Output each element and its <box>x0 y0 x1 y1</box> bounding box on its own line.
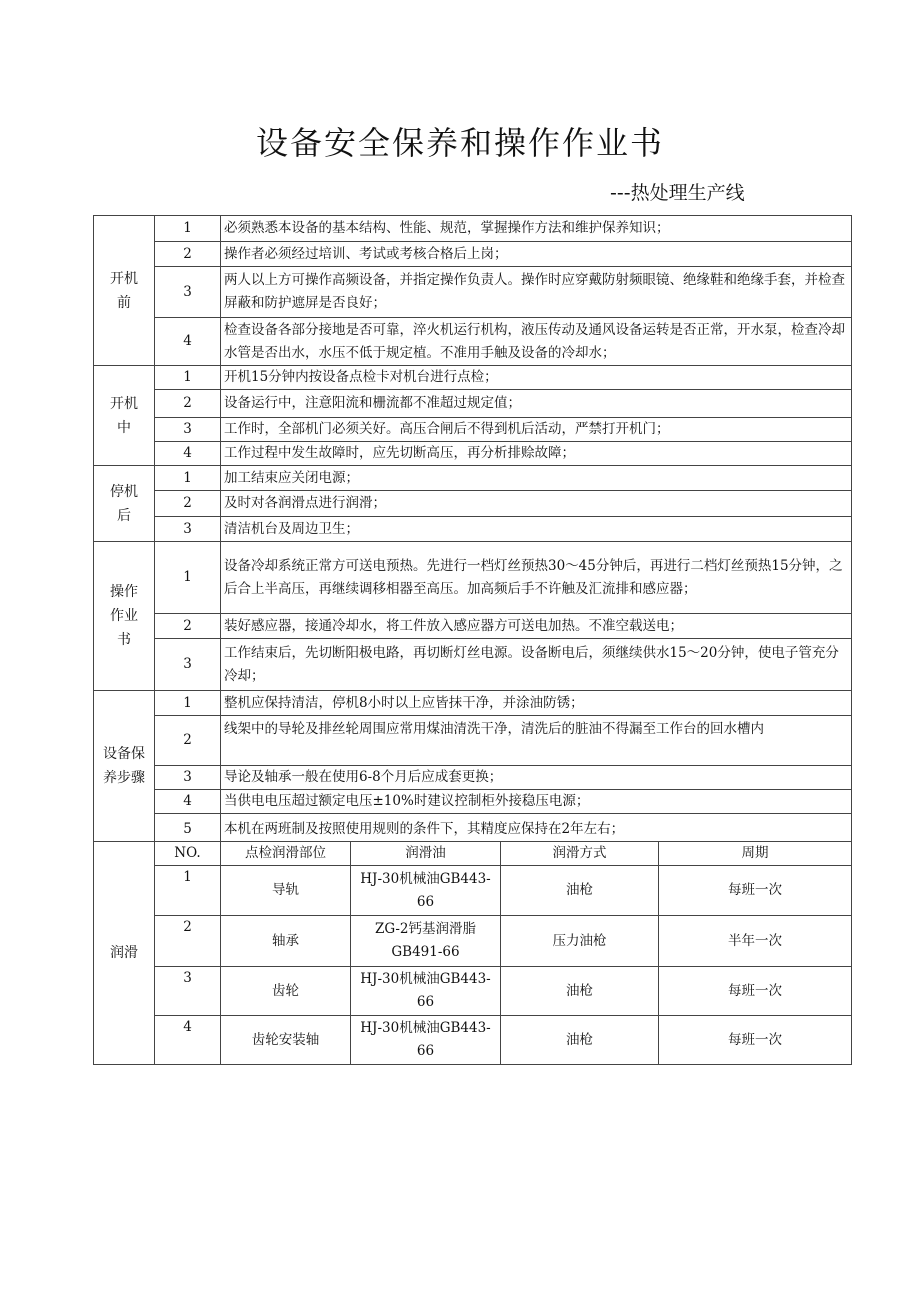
section-label: 设备保养步骤 <box>94 691 155 842</box>
table-row <box>94 466 852 491</box>
table-row <box>94 542 852 614</box>
item-text: 工作过程中发生故障时，应先切断高压，再分析排赊故障； <box>221 442 852 466</box>
lubrication-row <box>94 866 852 916</box>
table-row <box>94 790 852 814</box>
table-row <box>94 242 852 267</box>
item-text: 线架中的导轮及排丝轮周围应常用煤油清洗干净，清洗后的脏油不得漏至工作台的回水槽内 <box>221 716 852 766</box>
item-text: 设备冷却系统正常方可送电预热。先进行一档灯丝预热30～45分钟后，再进行二档灯丝预热15分钟，之后合上半高压，再继续调移相器至高压。加高频后手不许触及汇流排和感应器； <box>221 542 852 614</box>
table-row <box>94 390 852 418</box>
item-number: 2 <box>155 242 221 267</box>
item-text: 工作结束后，先切断阳极电路，再切断灯丝电源。设备断电后，须继续供水15～20分钟，使电子管充分冷却； <box>221 639 852 691</box>
item-text: 清洁机台及周边卫生； <box>221 517 852 542</box>
item-number: 1 <box>155 691 221 716</box>
table-row <box>94 491 852 517</box>
table-row <box>94 267 852 318</box>
item-text: 及时对各润滑点进行润滑； <box>221 491 852 517</box>
item-number: 2 <box>155 491 221 517</box>
item-number: 4 <box>155 318 221 366</box>
lubrication-part: 导轨 <box>221 866 351 916</box>
item-text: 装好感应器，接通冷却水，将工件放入感应器方可送电加热。不准空载送电； <box>221 614 852 639</box>
item-number: 4 <box>155 790 221 814</box>
item-number: 3 <box>155 517 221 542</box>
item-text: 两人以上方可操作高频设备，并指定操作负责人。操作时应穿戴防射频眼镜、绝缘鞋和绝缘手套，并检查屏蔽和防护遮屏是否良好； <box>221 267 852 318</box>
item-number: 2 <box>155 614 221 639</box>
item-number: 2 <box>155 390 221 418</box>
row-number: 3 <box>155 967 221 1016</box>
row-number: 4 <box>155 1016 221 1065</box>
page-subtitle: ---热处理生产线 <box>610 182 745 204</box>
table-row <box>94 614 852 639</box>
item-number: 2 <box>155 716 221 766</box>
item-text: 加工结束应关闭电源； <box>221 466 852 491</box>
item-number: 3 <box>155 418 221 442</box>
lubrication-row <box>94 1016 852 1065</box>
column-header: 周期 <box>659 842 852 866</box>
lubrication-period: 半年一次 <box>659 916 852 967</box>
item-text: 操作者必须经过培训、考试或考核合格后上岗； <box>221 242 852 267</box>
item-number: 1 <box>155 542 221 614</box>
item-text: 必须熟悉本设备的基本结构、性能、规范，掌握操作方法和维护保养知识； <box>221 216 852 242</box>
item-number: 4 <box>155 442 221 466</box>
section-label: 停机后 <box>94 466 155 542</box>
table-row <box>94 442 852 466</box>
row-number: 1 <box>155 866 221 916</box>
item-number: 5 <box>155 814 221 842</box>
item-text: 本机在两班制及按照使用规则的条件下，其精度应保持在2年左右； <box>221 814 852 842</box>
lubrication-method: 油枪 <box>501 1016 659 1065</box>
lubrication-oil: HJ-30机械油GB443-66 <box>351 1016 501 1065</box>
table-row <box>94 318 852 366</box>
lubrication-oil: HJ-30机械油GB443-66 <box>351 967 501 1016</box>
item-number: 3 <box>155 639 221 691</box>
item-text: 整机应保持清洁，停机8小时以上应皆抹干净，并涂油防锈； <box>221 691 852 716</box>
table-row <box>94 418 852 442</box>
item-text: 导论及轴承一般在使用6-8个月后应成套更换； <box>221 766 852 790</box>
table-row <box>94 691 852 716</box>
lubrication-oil: HJ-30机械油GB443-66 <box>351 866 501 916</box>
item-number: 3 <box>155 766 221 790</box>
lubrication-part: 轴承 <box>221 916 351 967</box>
table-row <box>94 639 852 691</box>
table-row <box>94 716 852 766</box>
page-title: 设备安全保养和操作作业书 <box>255 124 664 162</box>
item-number: 3 <box>155 267 221 318</box>
lubrication-oil: ZG-2钙基润滑脂GB491-66 <box>351 916 501 967</box>
section-label: 操作作业书 <box>94 542 155 691</box>
lubrication-row <box>94 916 852 967</box>
lubrication-period: 每班一次 <box>659 967 852 1016</box>
lubrication-period: 每班一次 <box>659 866 852 916</box>
lubrication-header-row <box>94 842 852 866</box>
lubrication-row <box>94 967 852 1016</box>
item-number: 1 <box>155 466 221 491</box>
table-row <box>94 366 852 390</box>
procedure-table <box>93 215 852 1065</box>
item-text: 检查设备各部分接地是否可靠，淬火机运行机构，液压传动及通风设备运转是否正常，开水泵，检查冷却水管是否出水，水压不低于规定植。不准用手触及设备的冷却水； <box>221 318 852 366</box>
item-text: 当供电电压超过额定电压±10%时建议控制柜外接稳压电源； <box>221 790 852 814</box>
lubrication-method: 油枪 <box>501 866 659 916</box>
lubrication-method: 压力油枪 <box>501 916 659 967</box>
section-label: 润滑 <box>94 842 155 1065</box>
column-header: NO. <box>155 842 221 866</box>
table-row <box>94 766 852 790</box>
row-number: 2 <box>155 916 221 967</box>
section-label: 开机前 <box>94 216 155 366</box>
section-label: 开机中 <box>94 366 155 466</box>
table-row <box>94 216 852 242</box>
item-number: 1 <box>155 216 221 242</box>
lubrication-method: 油枪 <box>501 967 659 1016</box>
column-header: 润滑油 <box>351 842 501 866</box>
item-text: 工作时，全部机门必须关好。高压合闸后不得到机后活动，严禁打开机门； <box>221 418 852 442</box>
item-number: 1 <box>155 366 221 390</box>
table-row <box>94 517 852 542</box>
table-row <box>94 814 852 842</box>
lubrication-part: 齿轮安装轴 <box>221 1016 351 1065</box>
item-text: 开机15分钟内按设备点检卡对机台进行点检； <box>221 366 852 390</box>
column-header: 润滑方式 <box>501 842 659 866</box>
column-header: 点检润滑部位 <box>221 842 351 866</box>
lubrication-period: 每班一次 <box>659 1016 852 1065</box>
lubrication-part: 齿轮 <box>221 967 351 1016</box>
item-text: 设备运行中，注意阳流和栅流都不准超过规定值； <box>221 390 852 418</box>
